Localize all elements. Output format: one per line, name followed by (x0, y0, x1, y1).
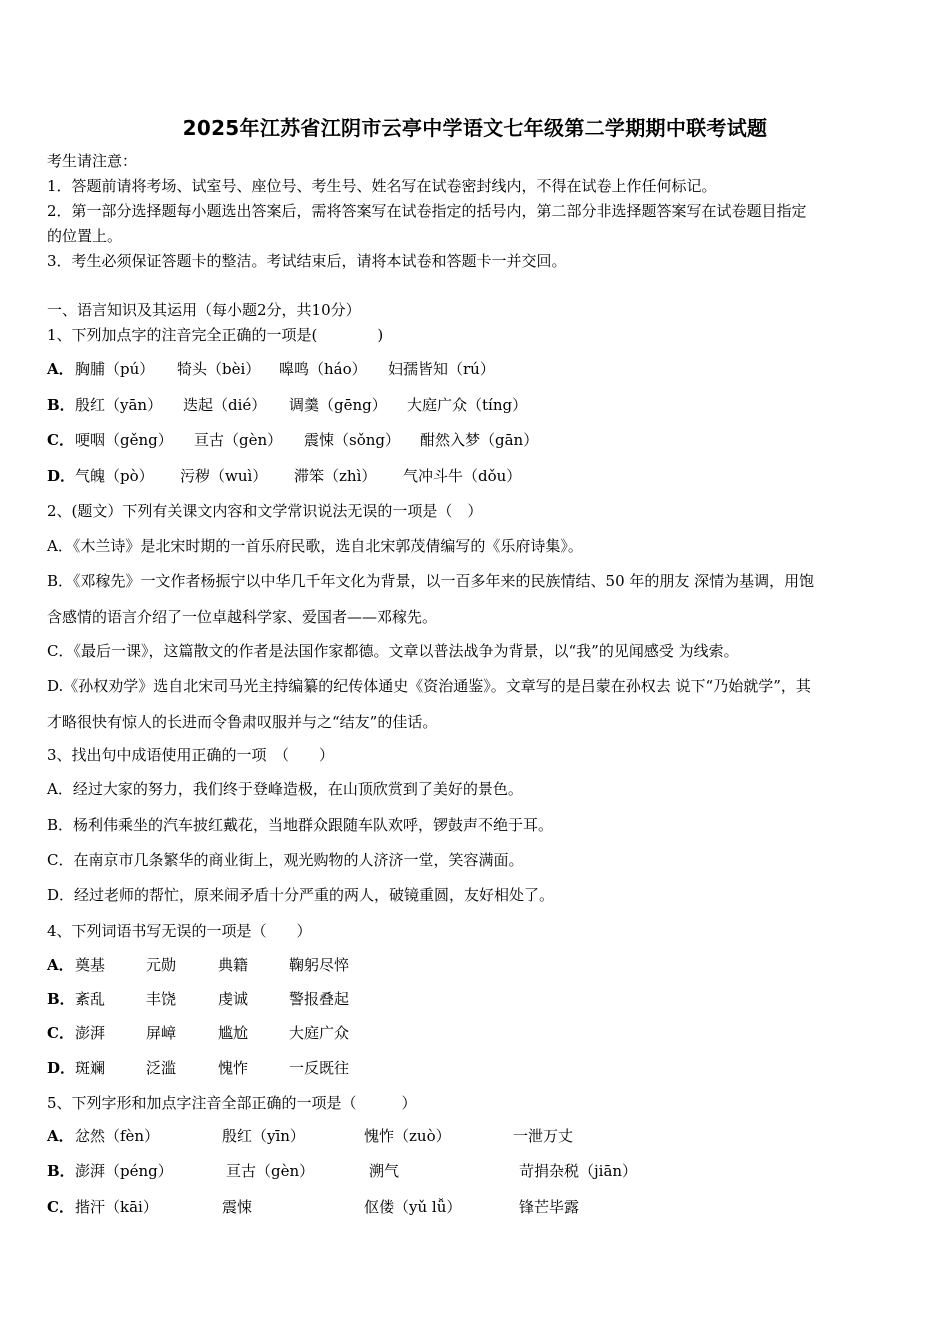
option-item: 典籍 (218, 956, 249, 974)
option-item: 尴尬 (218, 1024, 249, 1042)
option-letter: B． (47, 990, 75, 1008)
question-3-stem: 3、找出句中成语使用正确的一项 （ ） (47, 746, 335, 764)
question-2-option-c: C．《最后一课》，这篇散文的作者是法国作家都德。文章以普法战争为背景，以“我”的见闻感受 为线索。 (47, 642, 739, 660)
question-3-option-a: A．经过大家的努力，我们终于登峰造极，在山顶欣赏到了美好的景色。 (47, 780, 523, 798)
option-item: 犄头（bèi） (177, 360, 261, 378)
question-2-option-a: A．《木兰诗》是北宋时期的一首乐府民歌，选自北宋郭茂倩编写的《乐府诗集》。 (47, 537, 583, 555)
option-letter: C． (47, 1198, 74, 1216)
option-item: 苛捐杂税（jiān） (519, 1162, 638, 1180)
option-letter: B． (47, 1162, 75, 1180)
option-item: 迭起（dié） (183, 396, 267, 414)
notice-item: 的位置上。 (47, 227, 123, 245)
option-item: 大庭广众（tíng） (407, 396, 528, 414)
option-item: 忿然（fèn） (75, 1127, 160, 1145)
option-item: 哽咽（gěng） (75, 431, 173, 449)
option-item: 大庭广众 (289, 1024, 350, 1042)
question-2-option-b: B．《邓稼先》一文作者杨振宁以中华几千年文化为背景，以一百多年来的民族情结、50 年的朋友 深情为基调，用饱 (47, 572, 815, 590)
option-item: 愧怍 (218, 1059, 249, 1077)
option-item: 亘古（gèn） (194, 431, 283, 449)
option-item: 屏嶂 (146, 1024, 177, 1042)
question-2-option-b-cont: 含感情的语言介绍了一位卓越科学家、爱国者——邓稼先。 (47, 608, 438, 626)
notice-item: 3．考生必须保证答题卡的整洁。考试结束后，请将本试卷和答题卡一并交回。 (47, 252, 567, 270)
option-letter: A． (47, 956, 74, 974)
option-item: 酣然入梦（gān） (420, 431, 539, 449)
option-letter: A． (47, 1127, 74, 1145)
option-item: 气魄（pò） (75, 467, 154, 485)
question-3-option-b: B．杨利伟乘坐的汽车披红戴花，当地群众跟随车队欢呼，锣鼓声不绝于耳。 (47, 816, 554, 834)
option-item: 滞笨（zhì） (294, 467, 377, 485)
option-item: 警报叠起 (289, 990, 350, 1008)
option-item: 调羹（gēng） (289, 396, 387, 414)
option-item: 伛偻（yǔ lǚ） (364, 1198, 462, 1216)
option-item: 鞠躬尽悴 (289, 956, 350, 974)
option-item: 殷红（yān） (75, 396, 163, 414)
question-1-stem: 1、下列加点字的注音完全正确的一项是( ) (47, 326, 384, 344)
option-item: 斑斓 (75, 1059, 106, 1077)
question-4-stem: 4、下列词语书写无误的一项是（ ） (47, 922, 312, 940)
page-title: 2025年江苏省江阴市云亭中学语文七年级第二学期期中联考试题 (182, 116, 768, 140)
option-item: 锋芒毕露 (519, 1198, 580, 1216)
option-letter: D． (47, 467, 76, 485)
option-letter: B． (47, 396, 75, 414)
option-item: 嗥鸣（háo） (279, 360, 367, 378)
option-item: 一反既往 (289, 1059, 350, 1077)
option-letter: C． (47, 431, 74, 449)
notice-heading: 考生请注意： (47, 152, 138, 170)
question-2-option-d: D.《孙权劝学》选自北宋司马光主持编纂的纪传体通史《资治通鉴》。文章写的是吕蒙在孙权去 说下“乃始就学”，其 (47, 677, 811, 695)
question-5-stem: 5、下列字形和加点字注音全部正确的一项是（ ） (47, 1094, 417, 1112)
notice-item: 1．答题前请将考场、试室号、座位号、考生号、姓名写在试卷密封线内，不得在试卷上作任何标记。 (47, 177, 717, 195)
option-letter: A． (47, 360, 74, 378)
option-item: 震悚 (222, 1198, 253, 1216)
option-item: 亘古（gèn） (226, 1162, 315, 1180)
question-3-option-c: C．在南京市几条繁华的商业街上，观光购物的人济济一堂，笑容满面。 (47, 851, 524, 869)
option-item: 元勋 (146, 956, 177, 974)
option-item: 紊乱 (75, 990, 106, 1008)
question-2-option-d-cont: 才略很快有惊人的长进而令鲁肃叹服并与之“结友”的佳话。 (47, 713, 438, 731)
option-item: 妇孺皆知（rú） (388, 360, 495, 378)
question-3-option-d: D．经过老师的帮忙，原来闹矛盾十分严重的两人，破镜重圆，友好相处了。 (47, 886, 555, 904)
option-item: 胸脯（pú） (75, 360, 155, 378)
option-item: 泛滥 (146, 1059, 177, 1077)
option-item: 澎湃（péng） (75, 1162, 173, 1180)
option-item: 愧怍（zuò） (364, 1127, 451, 1145)
option-item: 震悚（sǒng） (304, 431, 400, 449)
option-letter: D． (47, 1059, 76, 1077)
option-letter: C． (47, 1024, 74, 1042)
option-item: 澎湃 (75, 1024, 106, 1042)
option-item: 污秽（wuì） (180, 467, 268, 485)
option-item: 虔诚 (218, 990, 249, 1008)
section-heading: 一、语言知识及其运用（每小题2分，共10分） (47, 301, 361, 319)
option-item: 一泄万丈 (513, 1127, 574, 1145)
option-item: 溯气 (369, 1162, 400, 1180)
option-item: 揩汗（kāi） (75, 1198, 158, 1216)
option-item: 奠基 (75, 956, 106, 974)
option-item: 丰饶 (146, 990, 177, 1008)
notice-item: 2．第一部分选择题每小题选出答案后，需将答案写在试卷指定的括号内，第二部分非选择题答案写在试卷题目指定 (47, 202, 807, 220)
option-item: 殷红（yīn） (222, 1127, 305, 1145)
option-item: 气冲斗牛（dǒu） (403, 467, 522, 485)
question-2-stem: 2、(题文）下列有关课文内容和文学常识说法无误的一项是（ ） (47, 502, 483, 520)
